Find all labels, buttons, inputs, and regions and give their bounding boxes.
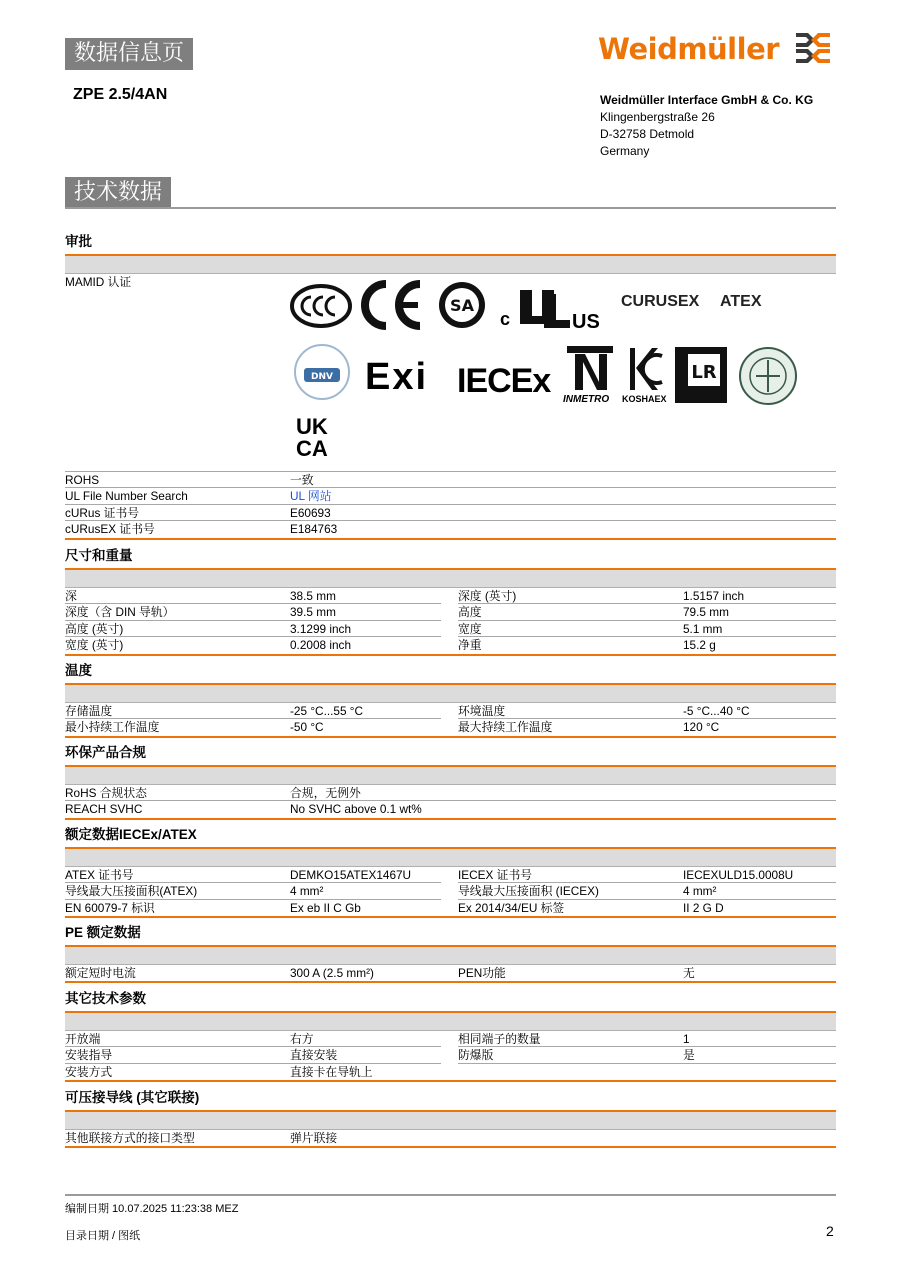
svg-text:DNV: DNV	[311, 372, 333, 382]
group-end-rule	[65, 1146, 836, 1148]
table-cell: 宽度 (英寸) 0.2008 inch	[65, 638, 352, 653]
table-cell: 高度 79.5 mm	[458, 604, 836, 620]
curus-icon: c US	[500, 284, 600, 336]
section-title: 技术数据	[65, 177, 171, 209]
svg-text:SA: SA	[450, 296, 474, 315]
csa-icon	[437, 280, 491, 330]
section-divider	[65, 207, 836, 209]
table-cell: 导线最大压接面积 (IECEX) 4 mm²	[458, 883, 836, 899]
inmetro-icon: INMETRO	[563, 346, 617, 408]
group-end-rule	[65, 916, 836, 918]
table-cell: Ex 2014/34/EU 标签 II 2 G D	[458, 900, 724, 915]
cert-logos	[290, 274, 836, 472]
group-band	[65, 947, 836, 965]
table-cell: 最小持续工作温度 -50 °C	[65, 720, 324, 735]
doc-label: 数据信息页	[65, 38, 193, 70]
group-title: 环保产品合规	[65, 743, 836, 767]
svg-text:LR: LR	[691, 362, 717, 383]
group-band	[65, 256, 836, 274]
table-cell: 深度 (英寸) 1.5157 inch	[458, 588, 836, 604]
temperature-group	[65, 661, 836, 738]
table-cell: 开放端 右方	[65, 1031, 441, 1047]
table-cell: 其他联接方式的接口类型 弹片联接	[65, 1131, 338, 1145]
group-band	[65, 570, 836, 588]
page-number: 2	[826, 1223, 834, 1239]
group-title: 尺寸和重量	[65, 546, 836, 570]
group-band	[65, 1013, 836, 1031]
iecex-atex-group	[65, 825, 836, 918]
table-cell: 宽度 5.1 mm	[458, 621, 836, 637]
table-cell: 导线最大压接面积(ATEX) 4 mm²	[65, 883, 441, 899]
exi-text: Exi	[365, 356, 429, 398]
group-title: 审批	[65, 232, 836, 256]
group-title: 额定数据IECEx/ATEX	[65, 825, 836, 849]
group-title: PE 额定数据	[65, 923, 836, 947]
lloyds-register-icon	[674, 346, 728, 404]
table-cell: EN 60079-7 标识 Ex eb II C Gb	[65, 900, 361, 915]
group-band	[65, 685, 836, 703]
group-title: 可压接导线 (其它联接)	[65, 1088, 836, 1112]
company-name: Weidmüller Interface GmbH & Co. KG	[600, 93, 814, 107]
table-cell: 相同端子的数量 1	[458, 1031, 836, 1047]
other-params-group	[65, 989, 836, 1082]
group-end-rule	[65, 1080, 836, 1082]
mamid-label: MAMID 认证	[65, 275, 132, 289]
compliance-group	[65, 743, 836, 820]
crimp-group	[65, 1088, 836, 1148]
group-end-rule	[65, 736, 836, 738]
group-end-rule	[65, 538, 836, 540]
approvals-group	[65, 232, 836, 540]
dimensions-group	[65, 546, 836, 656]
table-cell: 净重 15.2 g	[458, 638, 716, 653]
group-title: 其它技术参数	[65, 989, 836, 1013]
company-address	[600, 92, 813, 160]
approvals-rows	[65, 472, 836, 538]
table-row: cURusEX 证书号 E184763	[65, 522, 338, 537]
group-end-rule	[65, 981, 836, 983]
city: D-32758 Detmold	[600, 127, 695, 141]
table-cell: 安装指导 直接安装	[65, 1047, 441, 1063]
table-cell: 安装方式 直接卡在导轨上	[65, 1064, 373, 1079]
table-cell: 环境温度 -5 °C...40 °C	[458, 703, 836, 719]
ccc-icon	[290, 284, 352, 328]
table-cell: 深 38.5 mm	[65, 588, 441, 604]
ul-website-link[interactable]: UL 网站	[290, 489, 332, 504]
atex-text: ATEX	[720, 293, 762, 310]
pe-group	[65, 923, 836, 983]
weidmuller-logo	[598, 30, 838, 70]
group-title: 温度	[65, 661, 836, 685]
table-cell: 额定短时电流 300 A (2.5 mm²)	[65, 966, 374, 980]
table-row: cURus 证书号 E60693	[65, 505, 836, 521]
group-band	[65, 767, 836, 785]
table-cell: IECEX 证书号 IECEXULD15.0008U	[458, 867, 836, 883]
ce-icon	[358, 280, 424, 330]
koshaex-icon: KOSHAEX	[622, 346, 670, 408]
table-cell: PEN功能 无	[458, 966, 695, 980]
table-cell: 最大持续工作温度 120 °C	[458, 720, 720, 735]
ukca-icon: UK CA	[296, 414, 328, 461]
group-band	[65, 849, 836, 867]
catalog-date: 目录日期 / 图纸	[65, 1230, 141, 1242]
table-cell: 高度 (英寸) 3.1299 inch	[65, 621, 441, 637]
logo-text: Weidmüller	[598, 32, 780, 66]
group-end-rule	[65, 654, 836, 656]
creation-date: 编制日期 10.07.2025 11:23:38 MEZ	[65, 1203, 239, 1215]
table-cell: ATEX 证书号 DEMKO15ATEX1467U	[65, 867, 441, 883]
group-end-rule	[65, 818, 836, 820]
table-cell: 防爆版 是	[458, 1047, 836, 1063]
table-row: UL File Number Search UL 网站	[65, 488, 836, 504]
rina-icon	[738, 346, 798, 406]
curusex-text: CURUSEX	[621, 293, 700, 310]
street: Klingenbergstraße 26	[600, 110, 715, 124]
footer-divider	[65, 1194, 836, 1196]
iecex-text: IECEx	[457, 362, 551, 400]
group-band	[65, 1112, 836, 1130]
table-cell: 存储温度 -25 °C...55 °C	[65, 703, 441, 719]
dnv-icon	[292, 342, 352, 402]
table-row: RoHS 合规状态 合规，无例外	[65, 785, 836, 801]
country: Germany	[600, 144, 650, 158]
product-name: ZPE 2.5/4AN	[73, 86, 168, 103]
table-row: REACH SVHC No SVHC above 0.1 wt%	[65, 802, 422, 817]
table-cell: 深度（含 DIN 导轨） 39.5 mm	[65, 604, 441, 620]
table-row: ROHS 一致	[65, 472, 836, 488]
weidmuller-mark-icon	[793, 30, 833, 66]
